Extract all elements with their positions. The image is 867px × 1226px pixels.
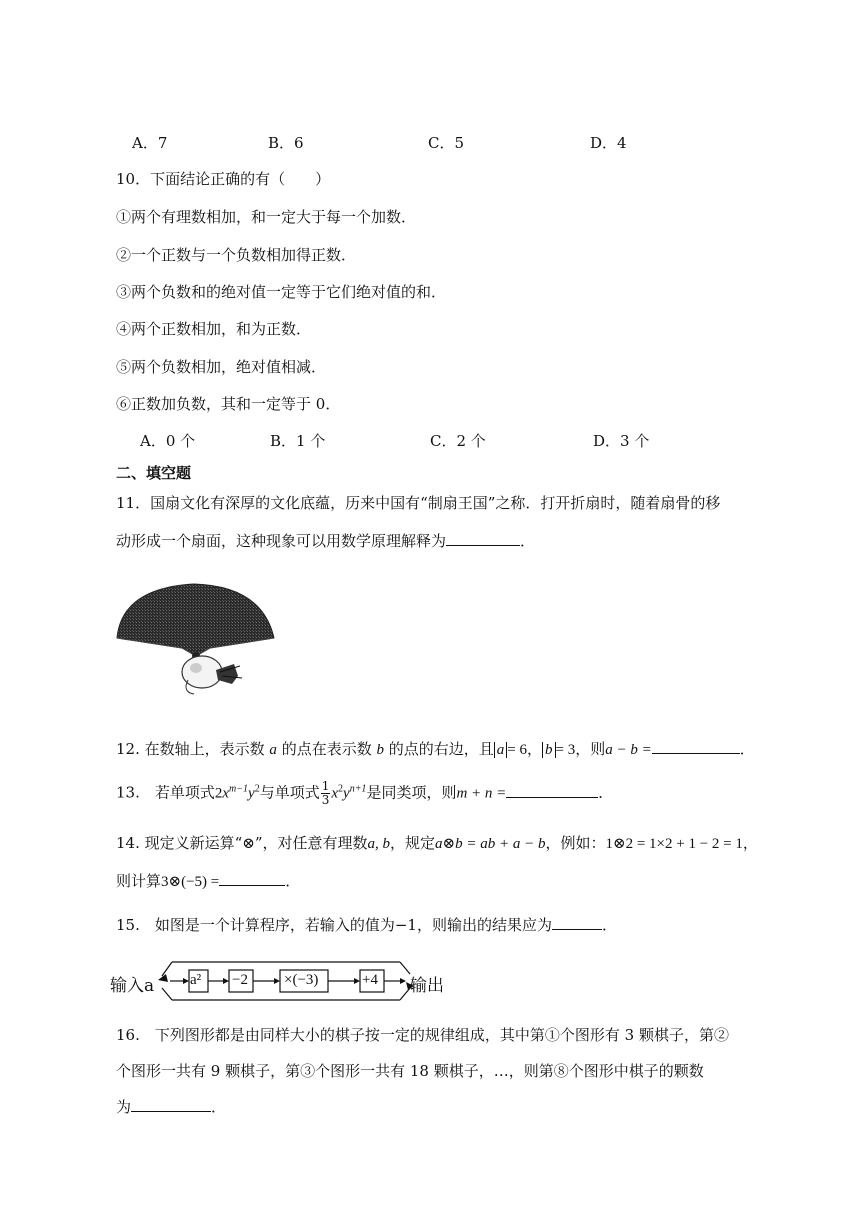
q10-option-d: D．3 个 bbox=[593, 432, 650, 450]
q10-stem: 10．下面结论正确的有（ ） bbox=[116, 170, 331, 188]
q10-item-3: ③两个负数和的绝对值一定等于它们绝对值的和． bbox=[116, 283, 447, 301]
q9-option-c: C．5 bbox=[428, 134, 465, 152]
abs-b: b bbox=[542, 742, 556, 758]
q9-option-a: A．7 bbox=[132, 134, 168, 152]
answer-blank bbox=[219, 871, 285, 886]
q16-line-1: 16. 下列图形都是由同样大小的棋子按一定的规律组成，其中第①个图形有 3 颗棋子，第② bbox=[116, 1026, 729, 1044]
section-title-fill-in: 二、填空题 bbox=[116, 464, 192, 482]
q10-item-4: ④两个正数相加，和为正数． bbox=[116, 320, 312, 338]
flow-step-minus-2: −2 bbox=[232, 972, 248, 988]
folding-fan-image bbox=[112, 580, 282, 700]
abs-a: a bbox=[494, 742, 508, 758]
flow-step-square: a² bbox=[190, 972, 202, 988]
answer-blank bbox=[552, 915, 602, 930]
q11-line-2: 动形成一个扇面，这种现象可以用数学原理解释为 ． bbox=[116, 532, 536, 550]
fraction-one-third: $\frac{1}{3}$ bbox=[321, 779, 330, 807]
flow-output-label: 输出 bbox=[410, 976, 444, 996]
flow-step-plus-4: +4 bbox=[362, 972, 378, 988]
answer-blank bbox=[506, 783, 598, 798]
q15-line: 15. 如图是一个计算程序，若输入的值为−1，则输出的结果应为 ． bbox=[116, 916, 617, 934]
q10-option-b: B．1 个 bbox=[270, 432, 326, 450]
q10-item-6: ⑥正数加负数，其和一定等于 0． bbox=[116, 395, 341, 413]
q10-item-2: ②一个正数与一个负数相加得正数． bbox=[116, 246, 357, 264]
q13-line: 13. 若单项式$2x^{m-1}y^2$与单项式 $\frac{1}{3}$ $x^2y^{n+1}$是同类项，则m + n = ． bbox=[116, 779, 614, 807]
q11-line-1: 11．国扇文化有深厚的文化底蕴，历来中国有“制扇王国”之称．打开折扇时，随着扇骨的移 bbox=[116, 494, 721, 512]
answer-blank bbox=[652, 739, 740, 754]
q14-line-2: 则计算3⊗(−5) = ． bbox=[116, 872, 301, 890]
q10-option-a: A．0 个 bbox=[140, 432, 196, 450]
answer-blank bbox=[446, 531, 520, 546]
calculation-flowchart bbox=[110, 956, 460, 1006]
answer-blank bbox=[131, 1097, 211, 1112]
q16-line-3: 为 ． bbox=[116, 1098, 227, 1116]
q9-option-b: B．6 bbox=[268, 134, 304, 152]
q10-item-1: ①两个有理数相加，和一定大于每一个加数． bbox=[116, 208, 417, 226]
q9-option-d: D．4 bbox=[590, 134, 627, 152]
q12-line: 12. 在数轴上，表示数 a 的点在表示数 b 的点的右边，且 a = 6， b = 3，则a − b = ． bbox=[116, 740, 755, 758]
q16-line-2: 个图形一共有 9 颗棋子，第③个图形一共有 18 颗棋子，…，则第⑧个图形中棋子的颗数 bbox=[116, 1062, 704, 1080]
q10-option-c: C．2 个 bbox=[430, 432, 486, 450]
flow-input-label: 输入a bbox=[110, 976, 155, 996]
q10-item-5: ⑤两个负数相加，绝对值相减． bbox=[116, 358, 327, 376]
flow-step-times-neg3: ×(−3) bbox=[284, 972, 319, 988]
q14-line-1: 14. 现定义新运算“⊗”，对任意有理数a, b，规定a⊗b = ab + a − b，例如：1⊗2 = 1×2 + 1 − 2 = 1， bbox=[116, 834, 758, 852]
